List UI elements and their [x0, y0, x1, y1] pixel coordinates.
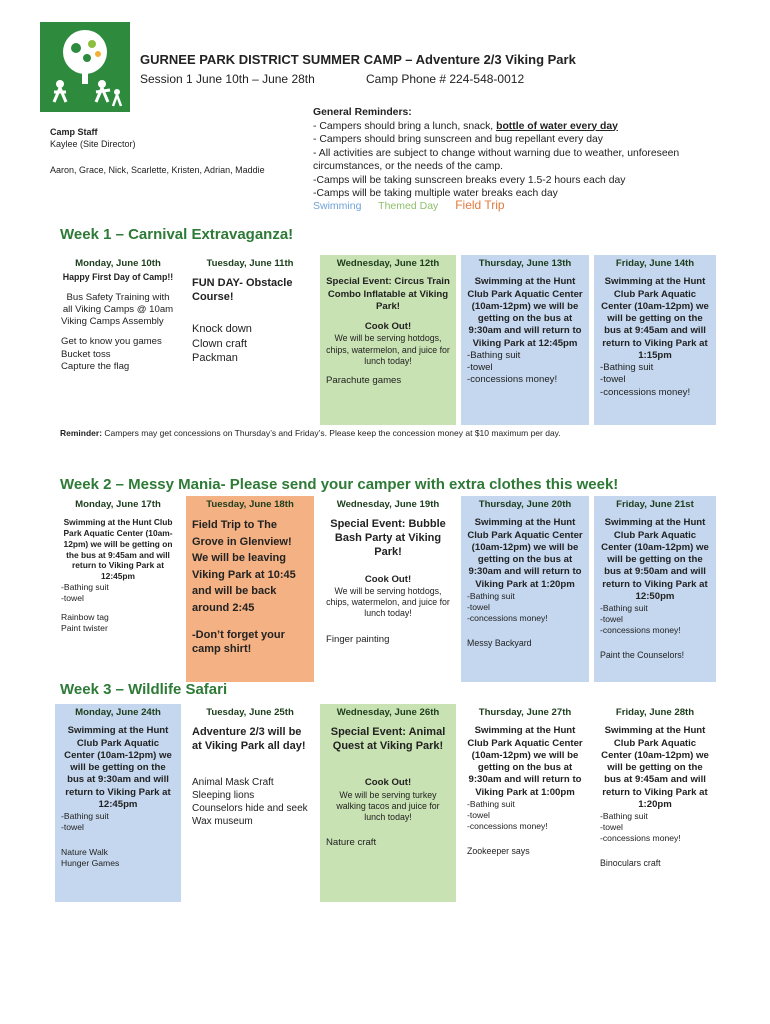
activity: Wax museum	[192, 815, 253, 827]
special-event: Special Event: Bubble Bash Party at Viking Park!	[330, 518, 446, 559]
week3-friday	[594, 704, 716, 902]
legend-field-trip: Field Trip	[455, 198, 505, 212]
day-header: Tuesday, June 18th	[206, 499, 294, 510]
packing-item: -towel	[467, 601, 490, 612]
cook-out: Cook Out!	[364, 777, 412, 789]
activity: Viking Camps Assembly	[61, 316, 164, 328]
activity: Hunger Games	[61, 858, 120, 869]
field-trip-details: Field Trip to The Grove in Glenview! We will be leaving Viking Park at 10:45 and will be back around 2:45	[192, 519, 296, 614]
lunch-note: We will be serving turkey walking tacos and juice for lunch today!	[336, 789, 440, 823]
staff-director: Kaylee (Site Director)	[50, 139, 136, 150]
special-event: Special Event: Circus Train Combo Inflatable at Viking Park!	[326, 276, 450, 312]
week3-monday	[55, 704, 181, 902]
reminder-body: Campers may get concessions on Thursday’s and Friday’s. Please keep the concession money at $10 maximum per day.	[102, 428, 561, 438]
activity: Messy Backyard	[467, 637, 532, 648]
week2-title: Week 2 – Messy Mania- Please send your camper with extra clothes this week!	[60, 476, 619, 493]
week1-monday	[55, 255, 181, 425]
day-header: Wednesday, June 12th	[336, 258, 440, 269]
activity: Nature Walk	[61, 847, 108, 858]
packing-item: -towel	[467, 362, 493, 374]
day-event: FUN DAY- Obstacle Course!	[192, 277, 293, 304]
cook-out: Cook Out!	[364, 321, 412, 333]
packing-item: -concessions money!	[600, 386, 691, 398]
packing-item: -Bathing suit	[600, 603, 648, 614]
week1-thursday	[461, 255, 589, 425]
staff-heading: Camp Staff	[50, 127, 98, 137]
day-header: Thursday, June 27th	[478, 707, 572, 718]
packing-item: -concessions money!	[600, 625, 681, 636]
day-header: Thursday, June 13th	[478, 258, 572, 269]
activity: Counselors hide and seek	[192, 803, 308, 815]
activity: Parachute games	[326, 375, 402, 387]
packing-item: -Bathing suit	[61, 581, 109, 592]
camp-phone: Camp Phone # 224-548-0012	[366, 72, 525, 86]
activity: Knock down	[192, 323, 252, 336]
special-event: Special Event: Animal Quest at Viking Park!	[330, 726, 446, 753]
activity: Animal Mask Craft	[192, 777, 274, 789]
activity: Bucket toss	[61, 348, 111, 360]
day-header: Monday, June 17th	[75, 499, 161, 510]
legend-swimming: Swimming	[313, 200, 362, 212]
packing-item: -towel	[467, 809, 490, 820]
reminder-label: Reminder:	[60, 428, 103, 438]
activity: Paint the Counselors!	[600, 650, 685, 661]
packing-item: -Bathing suit	[61, 811, 109, 822]
day-header: Thursday, June 20th	[478, 499, 572, 510]
day-header: Friday, June 28th	[615, 707, 695, 718]
day-header: Tuesday, June 11th	[206, 258, 294, 269]
activity: Clown craft	[192, 337, 248, 350]
activity: Finger painting	[326, 633, 390, 645]
packing-item: -Bathing suit	[600, 362, 654, 374]
activity: Paint twister	[61, 622, 108, 633]
week3-title: Week 3 – Wildlife Safari	[60, 681, 228, 698]
session-dates: Session 1 June 10th – June 28th	[140, 72, 315, 86]
packing-item: -concessions money!	[467, 612, 548, 623]
packing-item: -concessions money!	[467, 374, 558, 386]
packing-item: -Bathing suit	[467, 590, 515, 601]
camp-staff	[50, 126, 300, 176]
concession-reminder	[60, 428, 561, 438]
packing-item: -Bathing suit	[467, 349, 521, 361]
reminder-item: - All activities are subject to change without warning due to weather, unforeseen circumstances, or the needs of the camp.	[313, 147, 680, 173]
lunch-note: We will be serving hotdogs, chips, watermelon, and juice for lunch today!	[326, 333, 450, 366]
activity: Packman	[192, 351, 238, 364]
packing-item: -towel	[600, 374, 626, 386]
legend-themed-day: Themed Day	[378, 200, 439, 212]
day-header: Friday, June 14th	[615, 258, 695, 269]
activity: Bus Safety Training with all Viking Camps @ 10am	[62, 291, 174, 315]
activity: Get to know you games	[61, 336, 162, 348]
general-reminders	[313, 106, 713, 201]
swim-details: Swimming at the Hunt Club Park Aquatic Center (10am-12pm) we will be getting on the bus at 9:45am and will return to Viking Park at 1:15pm	[601, 276, 709, 361]
swim-details: Swimming at the Hunt Club Park Aquatic Center (10am-12pm) we will be getting on the bus at 9:45am and will return to Viking Park at 1:20pm	[601, 725, 709, 810]
week1-friday	[594, 255, 716, 425]
swim-details: Swimming at the Hunt Club Park Aquatic Center (10am-12pm) we will be getting on the bus at 9:30am and will return to Viking Park at 1:00pm	[467, 725, 583, 798]
packing-item: -concessions money!	[600, 833, 681, 844]
day-header: Wednesday, June 19th	[336, 499, 440, 510]
cook-out: Cook Out!	[364, 573, 412, 585]
week3-tuesday	[186, 704, 314, 902]
week3-thursday	[461, 704, 589, 902]
day-header: Wednesday, June 26th	[336, 707, 440, 718]
week1-title: Week 1 – Carnival Extravaganza!	[60, 226, 294, 243]
swim-details: Swimming at the Hunt Club Park Aquatic Center (10am-12pm) we will be getting on the bus at 9:30am and will return to Viking Park at 1:20pm	[467, 517, 583, 590]
packing-item: -concessions money!	[467, 820, 548, 831]
week2-tuesday	[186, 496, 314, 682]
day-event: Adventure 2/3 will be at Viking Park all day!	[192, 726, 306, 753]
swim-details: Swimming at the Hunt Club Park Aquatic Center (10am-12pm) we will be getting on the bus at 9:45am and will return to Viking Park at 12:45pm	[63, 517, 173, 582]
activity: Zookeeper says	[467, 845, 530, 856]
activity: Capture the flag	[61, 360, 130, 372]
field-trip-note: -Don’t forget your camp shirt!	[192, 629, 285, 656]
reminder-item: -Camps will be taking multiple water breaks each day	[313, 188, 558, 200]
week2-monday	[55, 496, 181, 682]
reminder-item	[313, 120, 713, 134]
activity: Sleeping lions	[192, 790, 255, 802]
day-header: Tuesday, June 25th	[206, 707, 294, 718]
staff-members: Aaron, Grace, Nick, Scarlette, Kristen, Adrian, Maddie	[50, 165, 265, 176]
tree-logo-icon	[40, 22, 130, 112]
color-legend	[313, 198, 519, 212]
lunch-note: We will be serving hotdogs, chips, watermelon, and juice for lunch today!	[326, 585, 450, 619]
week2-wednesday	[320, 496, 456, 682]
week2-friday	[594, 496, 716, 682]
week1-tuesday	[186, 255, 314, 425]
park-district-logo	[40, 22, 130, 112]
activity: Nature craft	[326, 837, 377, 849]
packing-item: -towel	[600, 822, 623, 833]
activity: Rainbow tag	[61, 611, 109, 622]
day-note: Happy First Day of Camp!!	[62, 272, 174, 283]
reminder-emphasis: bottle of water every day	[496, 120, 618, 132]
activity: Binoculars craft	[600, 858, 661, 869]
packing-item: -towel	[61, 592, 84, 603]
reminder-item: - Campers should bring sunscreen and bug repellant every day	[313, 134, 603, 146]
swim-details: Swimming at the Hunt Club Park Aquatic Center (10am-12pm) we will be getting on the bus at 9:30am and will return to Viking Park at 12:45pm	[467, 276, 583, 349]
packing-item: -towel	[61, 822, 84, 833]
packing-item: -towel	[600, 614, 623, 625]
reminder-text: - Campers should bring a lunch, snack,	[313, 120, 497, 132]
week2-thursday	[461, 496, 589, 682]
day-header: Friday, June 21st	[616, 499, 694, 510]
camp-title: GURNEE PARK DISTRICT SUMMER CAMP – Adventure 2/3 Viking Park	[140, 52, 576, 67]
reminders-heading: General Reminders:	[313, 107, 412, 118]
swim-details: Swimming at the Hunt Club Park Aquatic Center (10am-12pm) we will be getting on the bus at 9:30am and will return to Viking Park at 12:45pm	[64, 725, 172, 810]
day-header: Monday, June 10th	[75, 258, 161, 269]
packing-item: -Bathing suit	[467, 798, 515, 809]
day-header: Monday, June 24th	[75, 707, 161, 718]
swim-details: Swimming at the Hunt Club Park Aquatic Center (10am-12pm) we will be getting on the bus at 9:50am and will return to Viking Park at 12:50pm	[601, 517, 709, 602]
week3-wednesday	[320, 704, 456, 902]
week1-wednesday	[320, 255, 456, 425]
reminder-item: -Camps will be taking sunscreen breaks every 1.5-2 hours each day	[313, 174, 626, 186]
packing-item: -Bathing suit	[600, 811, 648, 822]
